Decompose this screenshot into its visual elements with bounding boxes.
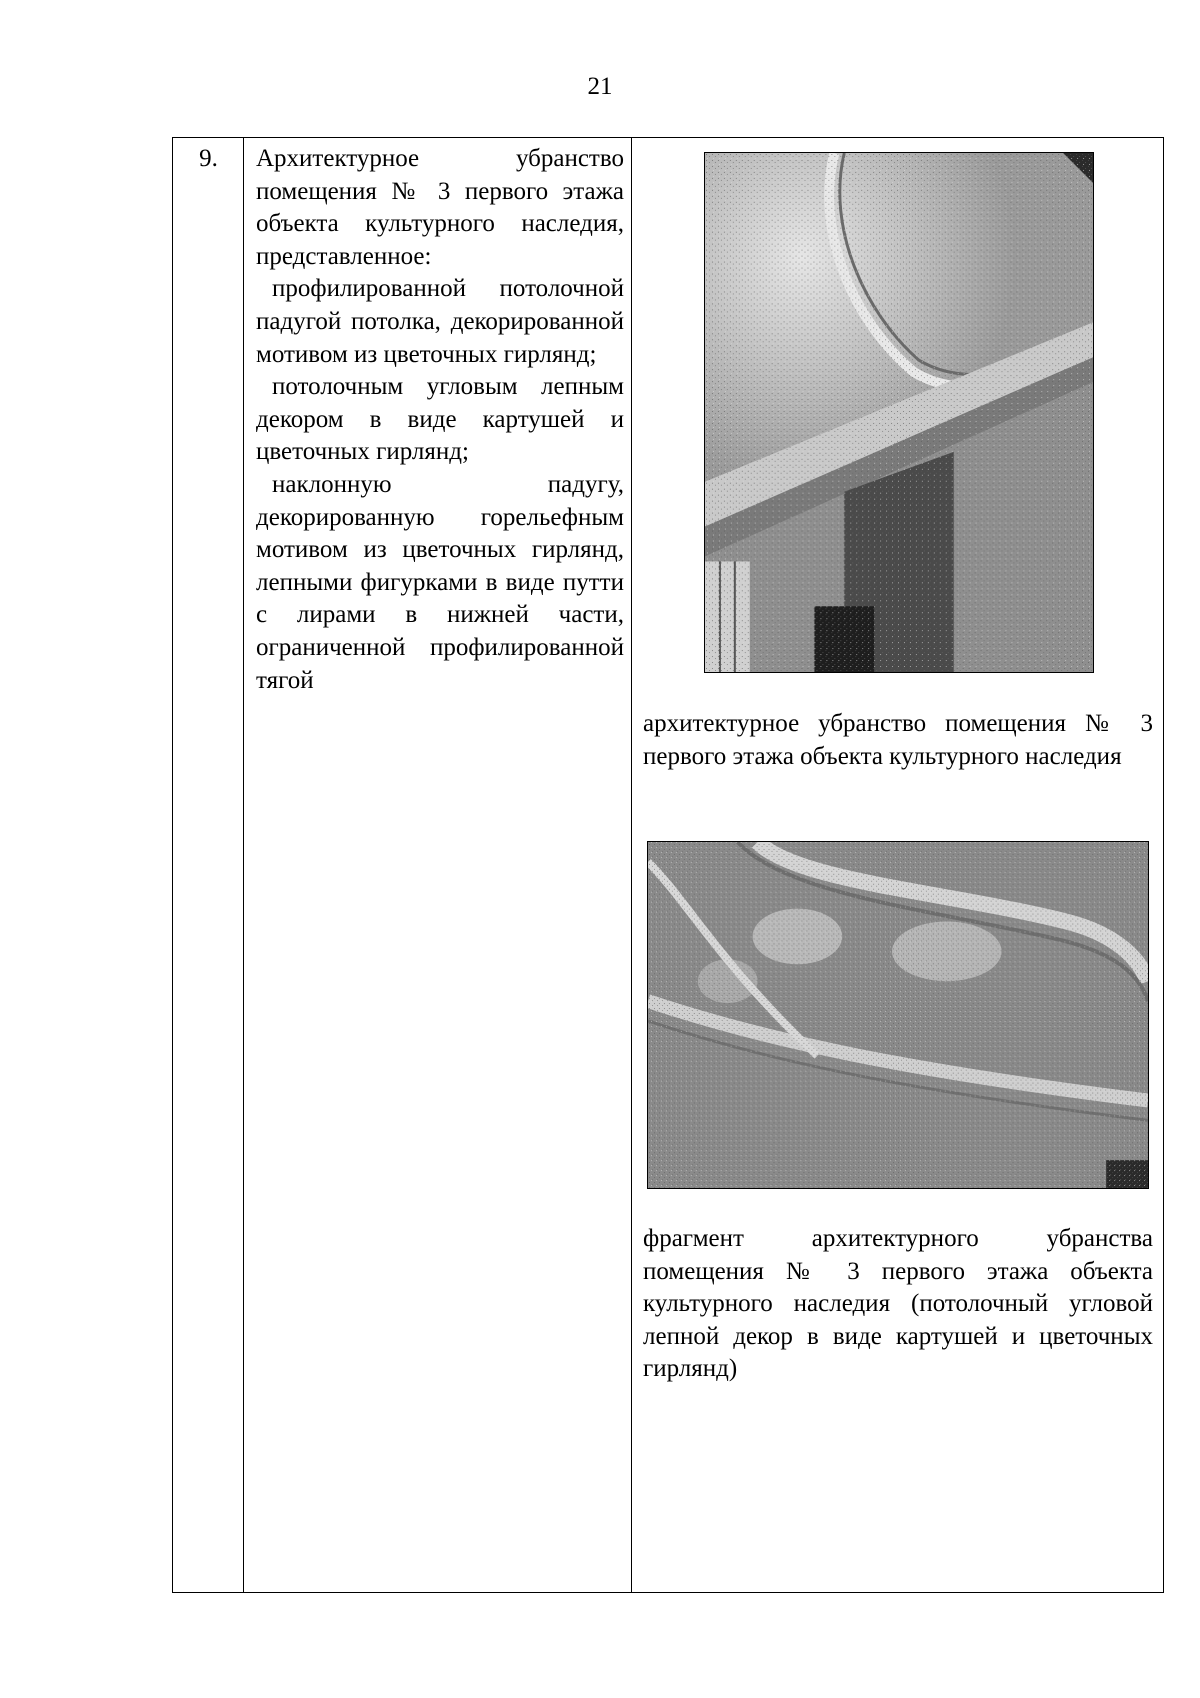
description-item: потолочным угловым лепным декором в виде картушей и цветочных гирлянд; xyxy=(256,373,624,466)
number-column xyxy=(173,138,244,1592)
document-table xyxy=(172,137,1164,1593)
row-number: 9. xyxy=(199,145,218,172)
photo-caption: архитектурное убранство помещения № 3 первого этажа объекта культурного наследия xyxy=(643,710,1153,770)
photos-column xyxy=(632,138,1163,1592)
photo-caption: фрагмент архитектурного убранства помещения № 3 первого этажа объекта культурного наследия (потолочный угловой лепной декор в виде картушей и цветочных гирлянд) xyxy=(643,1225,1153,1383)
ceiling-room-photo xyxy=(704,152,1094,673)
description-item: профилированной потолочной падугой потолка, декорированной мотивом из цветочных гирлянд; xyxy=(256,275,624,368)
description-text xyxy=(256,143,624,697)
description-item: наклонную падугу, декорированную горельефным мотивом из цветочных гирлянд, лепными фигурками в виде путти с лирами в нижней части, ограниченной профилированной тягой xyxy=(256,470,624,694)
description-column xyxy=(244,138,632,1592)
description-intro: Архитектурное убранство помещения № 3 первого этажа объекта культурного наследия, представленное: xyxy=(256,145,624,270)
ceiling-fragment-photo xyxy=(647,841,1149,1189)
page-number: 21 xyxy=(587,73,613,100)
